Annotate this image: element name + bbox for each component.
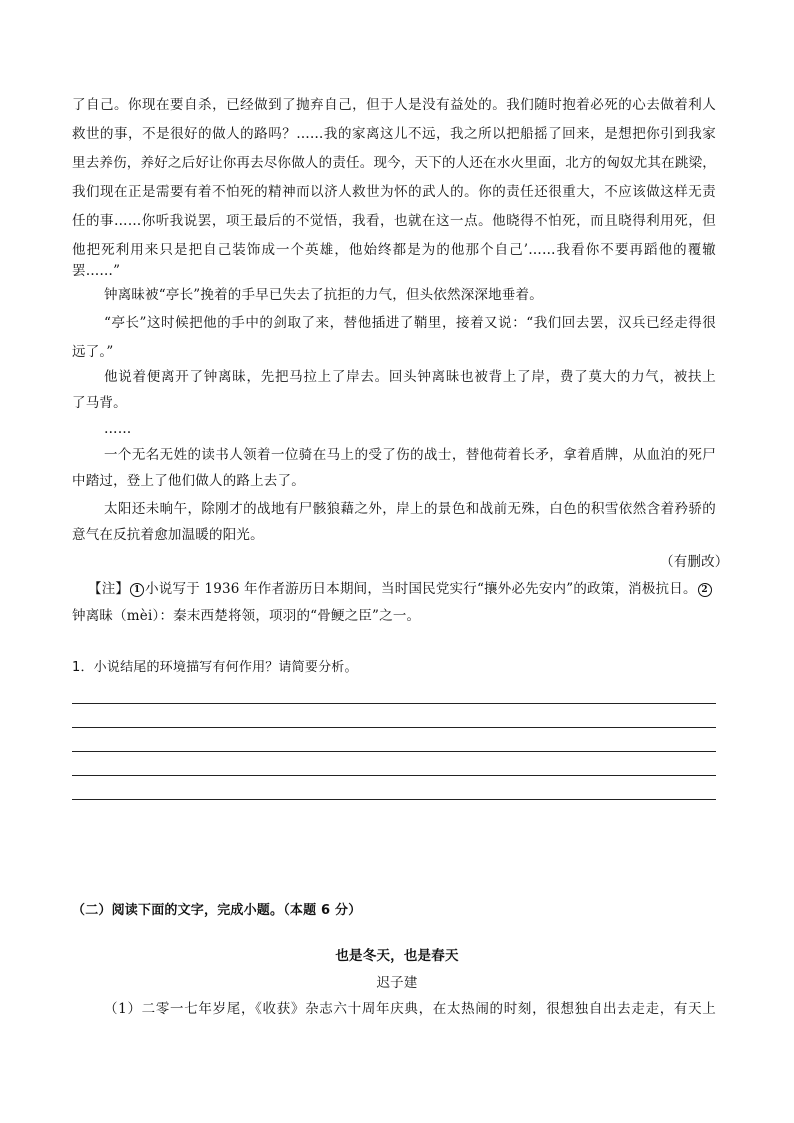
- answer-line[interactable]: [72, 751, 716, 752]
- passage-line: 救世的事，不是很好的做人的路吗？……我的家离这儿不远，我之所以把船摇了回来，是想把你引到我家: [72, 126, 716, 142]
- passage-line: 一个无名无姓的读书人领着一位骑在马上的受了伤的战士，替他荷着长矛，拿着盾牌，从血泊的死尸: [104, 447, 716, 463]
- answer-line[interactable]: [72, 775, 716, 776]
- passage-line: 任的事……你听我说罢，项王最后的不觉悟，我看，也就在这一点。他晓得不怕死，而且晓得利用死，但: [72, 213, 716, 229]
- answer-line[interactable]: [72, 727, 716, 728]
- answer-line[interactable]: [72, 799, 716, 800]
- article-first-line: （1）二零一七年岁尾，《收获》杂志六十周年庆典，在太热闹的时刻，很想独自出去走走，有天上: [104, 1001, 716, 1017]
- passage-line: 中踏过，登上了他们做人的路上去了。: [72, 473, 305, 489]
- passage-line: 我们现在正是需要有着不怕死的精神而以济人救世为怀的武人的。你的责任还很重大，不应该做这样无责: [72, 184, 716, 200]
- passage-line: 罢……”: [72, 263, 121, 279]
- passage-line: 他说着便离开了钟离昧，先把马拉上了岸去。回头钟离昧也被背上了岸，费了莫大的力气，被扶上: [104, 369, 716, 385]
- footnote-marker-2: 2: [698, 583, 712, 597]
- passage-line: 钟离昧被“亭长”挽着的手早已失去了抗拒的力气，但头依然深深地垂着。: [104, 287, 543, 303]
- article-author: 迟子建: [376, 975, 418, 991]
- passage-line: 他把死利用来只是把自己装饰成一个英雄，他始终都是为的他那个自己’……我看你不要再蹈他的覆辙: [72, 242, 716, 258]
- passage-line: 了马背。: [72, 395, 127, 411]
- footnote-text-2: 钟离昧（mèi）：秦末西楚将领，项羽的“骨鲠之臣”之一。: [72, 608, 421, 624]
- passage-line: 里去养伤，养好之后好让你再去尽你做人的责任。现今，天下的人还在水火里面，北方的匈奴尤其在跳梁，: [72, 155, 716, 171]
- passage-line: 了自己。你现在要自杀，已经做到了抛弃自己，但于人是没有益处的。我们随时抱着必死的心去做着利人: [72, 97, 716, 113]
- question-1: 1．小说结尾的环境描写有何作用？请简要分析。: [72, 660, 358, 675]
- passage-line: 太阳还未晌午，除刚才的战地有尸骸狼藉之外，岸上的景色和战前无殊，白色的积雪依然含着矜骄的: [104, 501, 716, 517]
- section-2-heading: （二）阅读下面的文字，完成小题。（本题 6 分）: [72, 903, 362, 918]
- footnote-marker-1: 1: [130, 583, 144, 597]
- passage-ellipsis: ……: [104, 421, 132, 437]
- passage-line: 远了。”: [72, 344, 114, 360]
- passage-line: “亭长”这时候把他的手中的剑取了来，替他插进了鞘里，接着又说：“我们回去罢，汉兵已经走得很: [104, 315, 716, 331]
- article-title: 也是冬天，也是春天: [335, 948, 459, 964]
- answer-line[interactable]: [72, 703, 716, 704]
- footnote-label: 【注】: [88, 581, 130, 597]
- footnote-line-1: [88, 580, 716, 598]
- source-note: （有删改）: [660, 554, 729, 570]
- footnote-text-1: 小说写于 1936 年作者游历日本期间，当时国民党实行“攘外必先安内”的政策，消极抗日。: [145, 581, 697, 597]
- passage-line: 意气在反抗着愈加温暖的阳光。: [72, 527, 264, 543]
